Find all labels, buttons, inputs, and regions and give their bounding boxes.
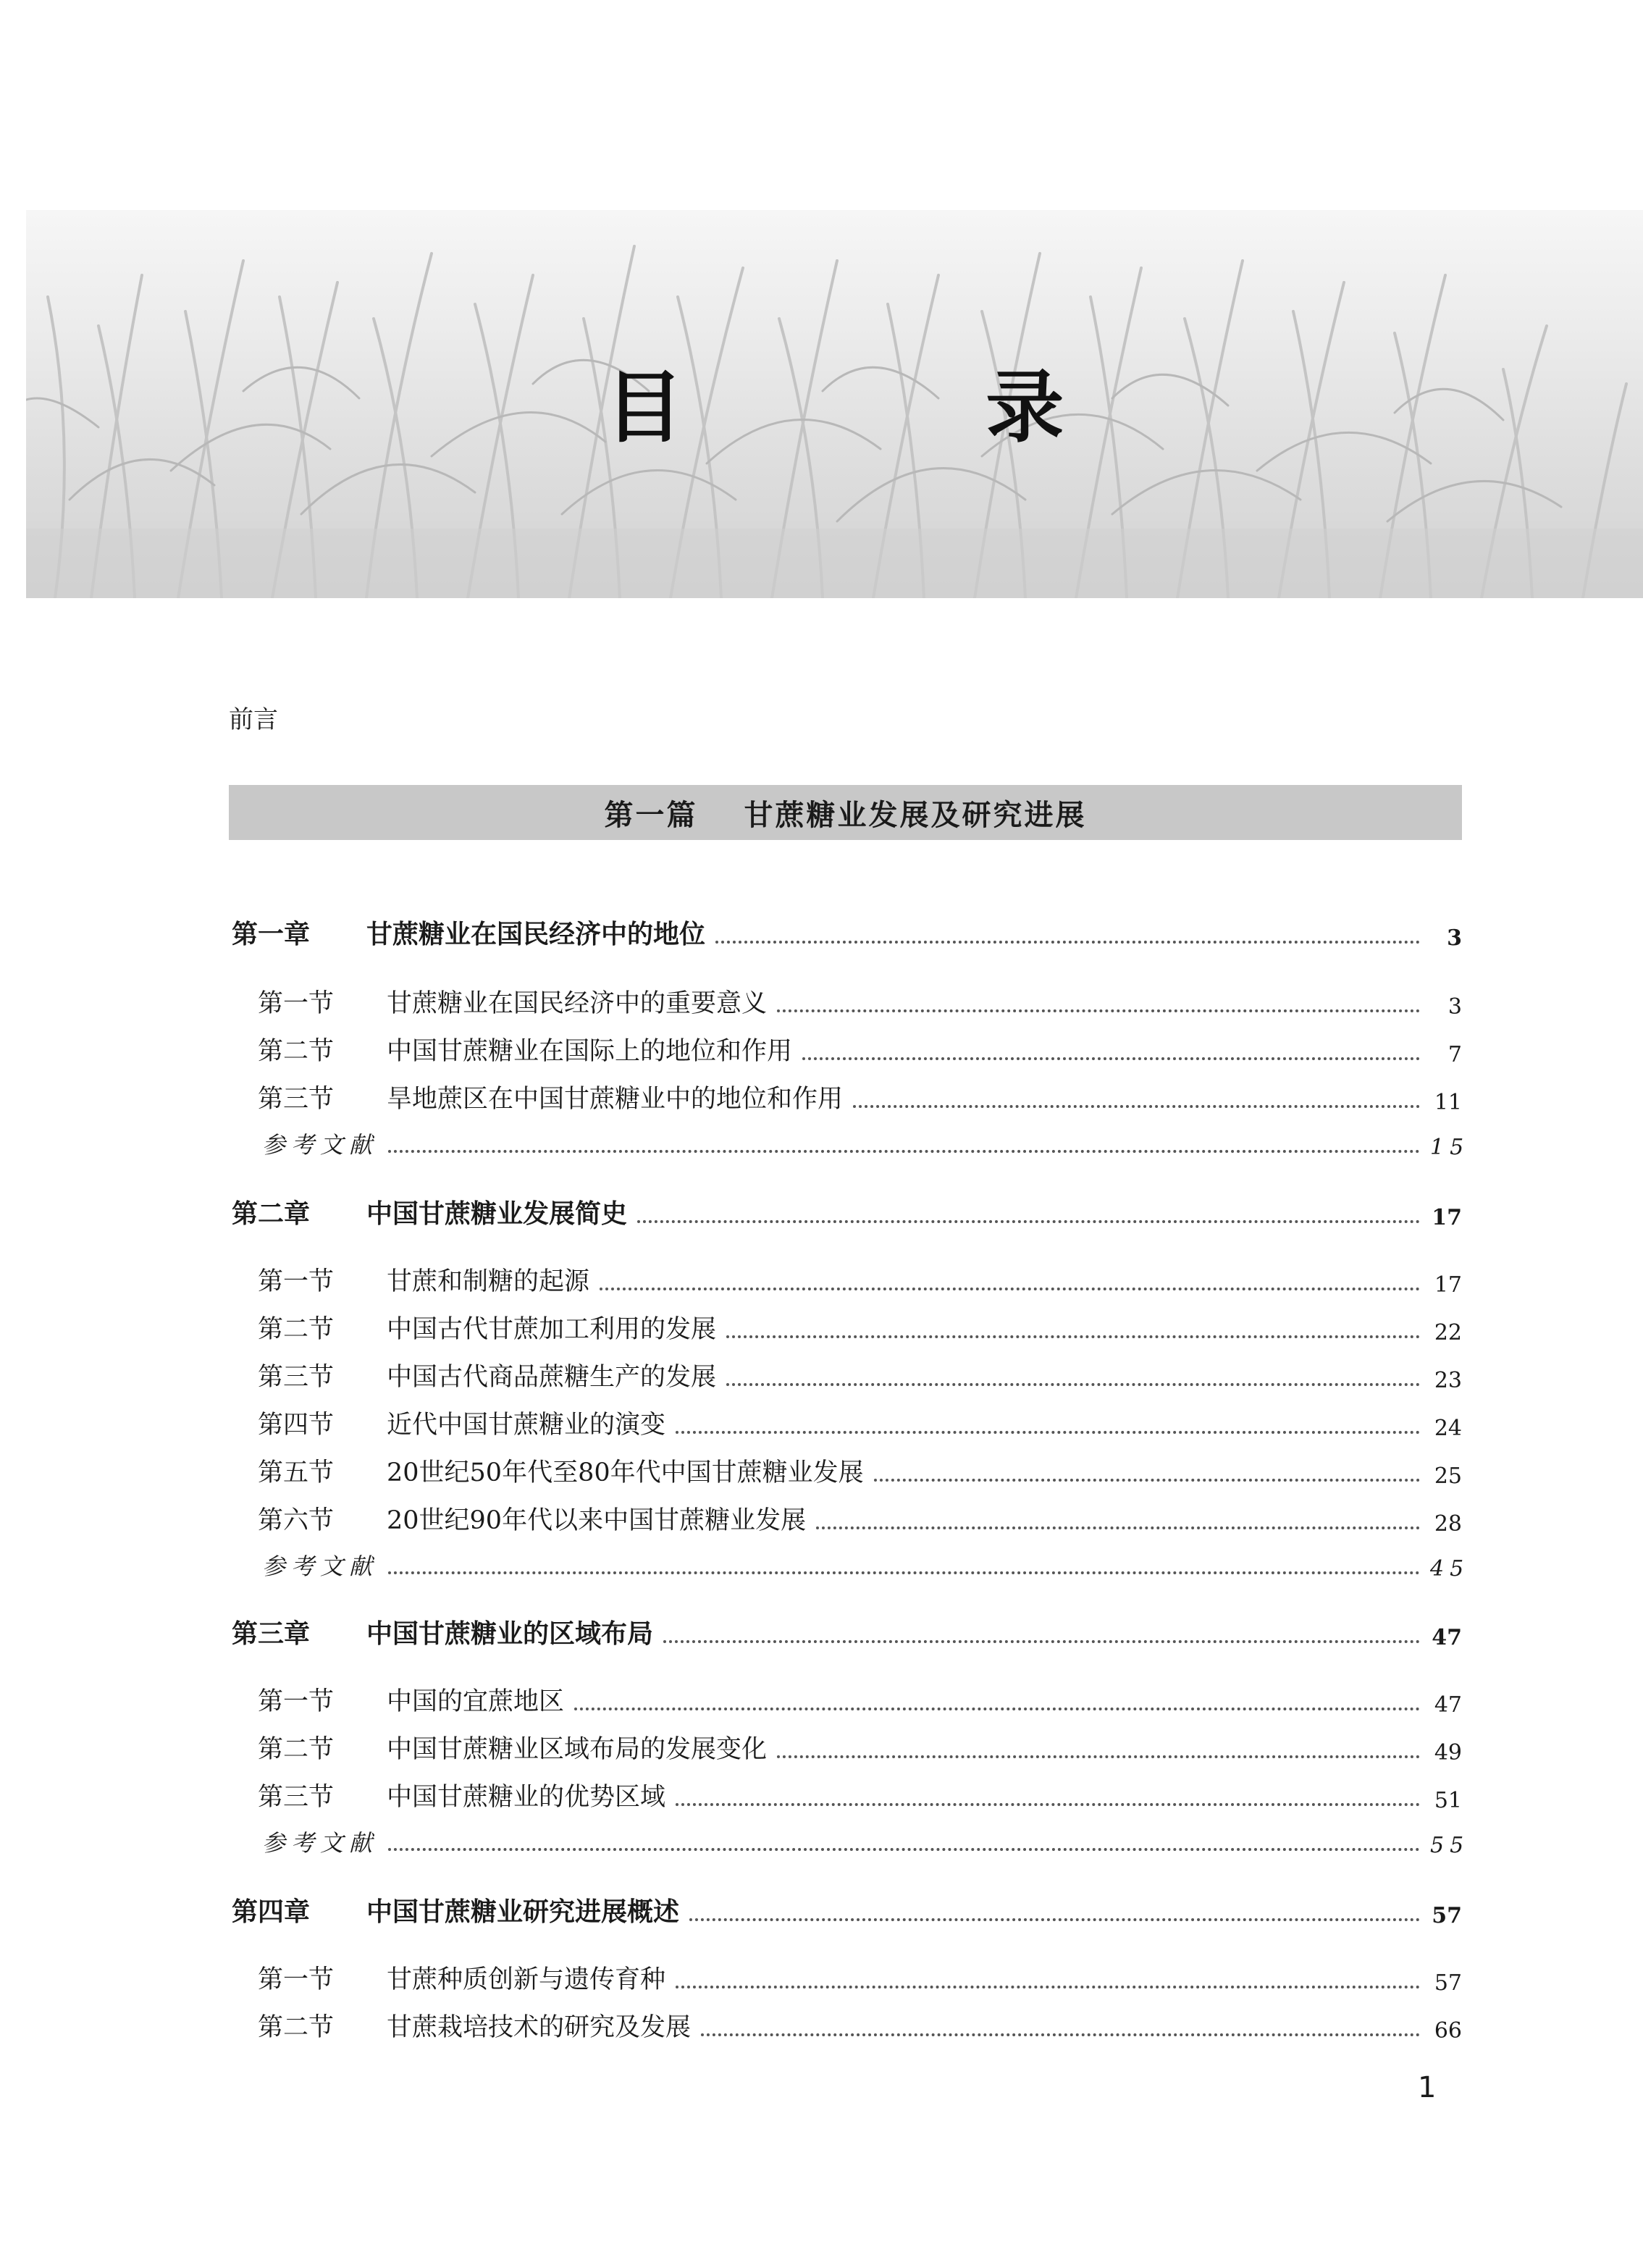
dot-leader [574,1708,1420,1710]
dot-leader [689,1918,1420,1921]
references-title: 参考文献 [262,1829,379,1857]
toc-section[interactable] [258,1500,1462,1537]
section-title: 近代中国甘蔗糖业的演变 [387,1411,666,1440]
page-title: 目 录 [605,363,1202,453]
toc-section[interactable] [258,2007,1462,2044]
section-title: 甘蔗种质创新与遗传育种 [387,1965,666,1994]
dot-leader [874,1479,1420,1482]
references-title: 参考文献 [262,1131,379,1159]
chapter-number: 第二章 [232,1198,311,1229]
section-number: 第三节 [258,1085,335,1114]
page-number: 17 [1434,1272,1462,1298]
dot-leader [802,1057,1420,1060]
header-banner [26,210,1643,598]
chapter-title: 甘蔗糖业在国民经济中的地位 [366,919,706,949]
section-number: 第三节 [258,1783,335,1812]
dot-leader [726,1335,1420,1338]
section-number: 第一节 [258,989,335,1018]
section-number: 第一节 [258,1965,335,1994]
part-heading [229,785,1462,840]
section-title: 中国甘蔗糖业在国际上的地位和作用 [387,1037,793,1066]
page-number: 3 [1447,925,1462,951]
section-title: 中国甘蔗糖业区域布局的发展变化 [387,1735,768,1764]
dot-leader [676,1986,1420,1988]
dot-leader [637,1220,1420,1223]
page-number: 7 [1447,1042,1462,1067]
page-number: 55 [1430,1833,1470,1858]
section-number: 第二节 [258,1735,335,1764]
toc-section[interactable] [258,983,1462,1020]
dot-leader [701,2033,1420,2036]
section-title: 中国古代甘蔗加工利用的发展 [387,1315,717,1344]
section-number: 第二节 [258,2013,335,2042]
toc-section[interactable] [258,1309,1462,1345]
section-number: 第五节 [258,1458,335,1487]
toc-preface[interactable]: 前言 [229,705,278,734]
toc-section[interactable] [258,1729,1462,1765]
section-number: 第六节 [258,1506,335,1535]
page-number: 11 [1434,1090,1462,1115]
dot-leader [777,1755,1420,1758]
toc-chapter[interactable] [229,1193,1462,1230]
section-number: 第二节 [258,1037,335,1066]
section-title: 中国的宜蔗地区 [387,1687,565,1716]
toc-section[interactable] [258,1777,1462,1813]
section-number: 第二节 [258,1315,335,1344]
dot-leader [388,1150,1420,1153]
page-number: 47 [1432,1625,1462,1650]
section-title: 甘蔗栽培技术的研究及发展 [387,2013,692,2042]
page-number: 3 [1447,994,1462,1020]
toc-section[interactable] [258,1357,1462,1393]
dot-leader [388,1571,1420,1574]
section-number: 第一节 [258,1267,335,1296]
part-title: 甘蔗糖业发展及研究进展 [744,797,1087,832]
toc-section[interactable] [258,1405,1462,1441]
section-title: 中国古代商品蔗糖生产的发展 [387,1363,717,1392]
dot-leader [816,1526,1420,1529]
toc-chapter[interactable] [229,914,1462,951]
toc-chapter[interactable] [229,1891,1462,1928]
references-title: 参考文献 [262,1553,379,1580]
dot-leader [676,1431,1420,1434]
toc-references[interactable] [262,1825,1470,1858]
toc-chapter[interactable] [229,1613,1462,1650]
chapter-number: 第一章 [232,919,311,949]
dot-leader [853,1105,1420,1108]
chapter-number: 第四章 [232,1897,311,1927]
page-number: 23 [1434,1368,1462,1393]
section-number: 第一节 [258,1687,335,1716]
dot-leader [715,941,1420,944]
chapter-number: 第三章 [232,1618,311,1649]
section-title: 20世纪90年代以来中国甘蔗糖业发展 [387,1506,807,1535]
toc-references[interactable] [262,1548,1470,1582]
dot-leader [726,1383,1420,1386]
page-number: 66 [1434,2018,1462,2044]
toc-references[interactable] [262,1127,1470,1160]
page-number: 57 [1432,1903,1462,1928]
section-title: 旱地蔗区在中国甘蔗糖业中的地位和作用 [387,1085,844,1114]
page-number: 28 [1434,1511,1462,1537]
page-number: 15 [1430,1135,1470,1160]
page-number: 22 [1434,1320,1462,1345]
toc-section[interactable] [258,1960,1462,1996]
toc-section[interactable] [258,1681,1462,1718]
section-number: 第四节 [258,1411,335,1440]
toc-section[interactable] [258,1079,1462,1115]
toc-section[interactable] [258,1261,1462,1298]
section-title: 甘蔗糖业在国民经济中的重要意义 [387,989,768,1018]
dot-leader [777,1009,1420,1012]
section-number: 第三节 [258,1363,335,1392]
footer-page-number: 1 [1418,2071,1437,2104]
page-number: 17 [1432,1205,1462,1230]
page-number: 49 [1434,1740,1462,1765]
section-title: 20世纪50年代至80年代中国甘蔗糖业发展 [387,1458,864,1487]
section-title: 中国甘蔗糖业的优势区域 [387,1783,666,1812]
dot-leader [600,1288,1420,1290]
page-number: 51 [1434,1788,1462,1813]
page-number: 45 [1430,1556,1470,1582]
chapter-title: 中国甘蔗糖业发展简史 [366,1198,628,1229]
toc-section[interactable] [258,1031,1462,1067]
dot-leader [663,1640,1420,1643]
page-number: 47 [1434,1692,1462,1718]
dot-leader [388,1848,1420,1851]
section-title: 甘蔗和制糖的起源 [387,1267,590,1296]
page-number: 24 [1434,1416,1462,1441]
page-number: 25 [1434,1463,1462,1489]
page-number: 57 [1434,1970,1462,1996]
part-number: 第一篇 [604,797,698,832]
chapter-title: 中国甘蔗糖业的区域布局 [366,1618,654,1649]
chapter-title: 中国甘蔗糖业研究进展概述 [366,1897,680,1927]
dot-leader [676,1803,1420,1806]
toc-section[interactable] [258,1453,1462,1489]
